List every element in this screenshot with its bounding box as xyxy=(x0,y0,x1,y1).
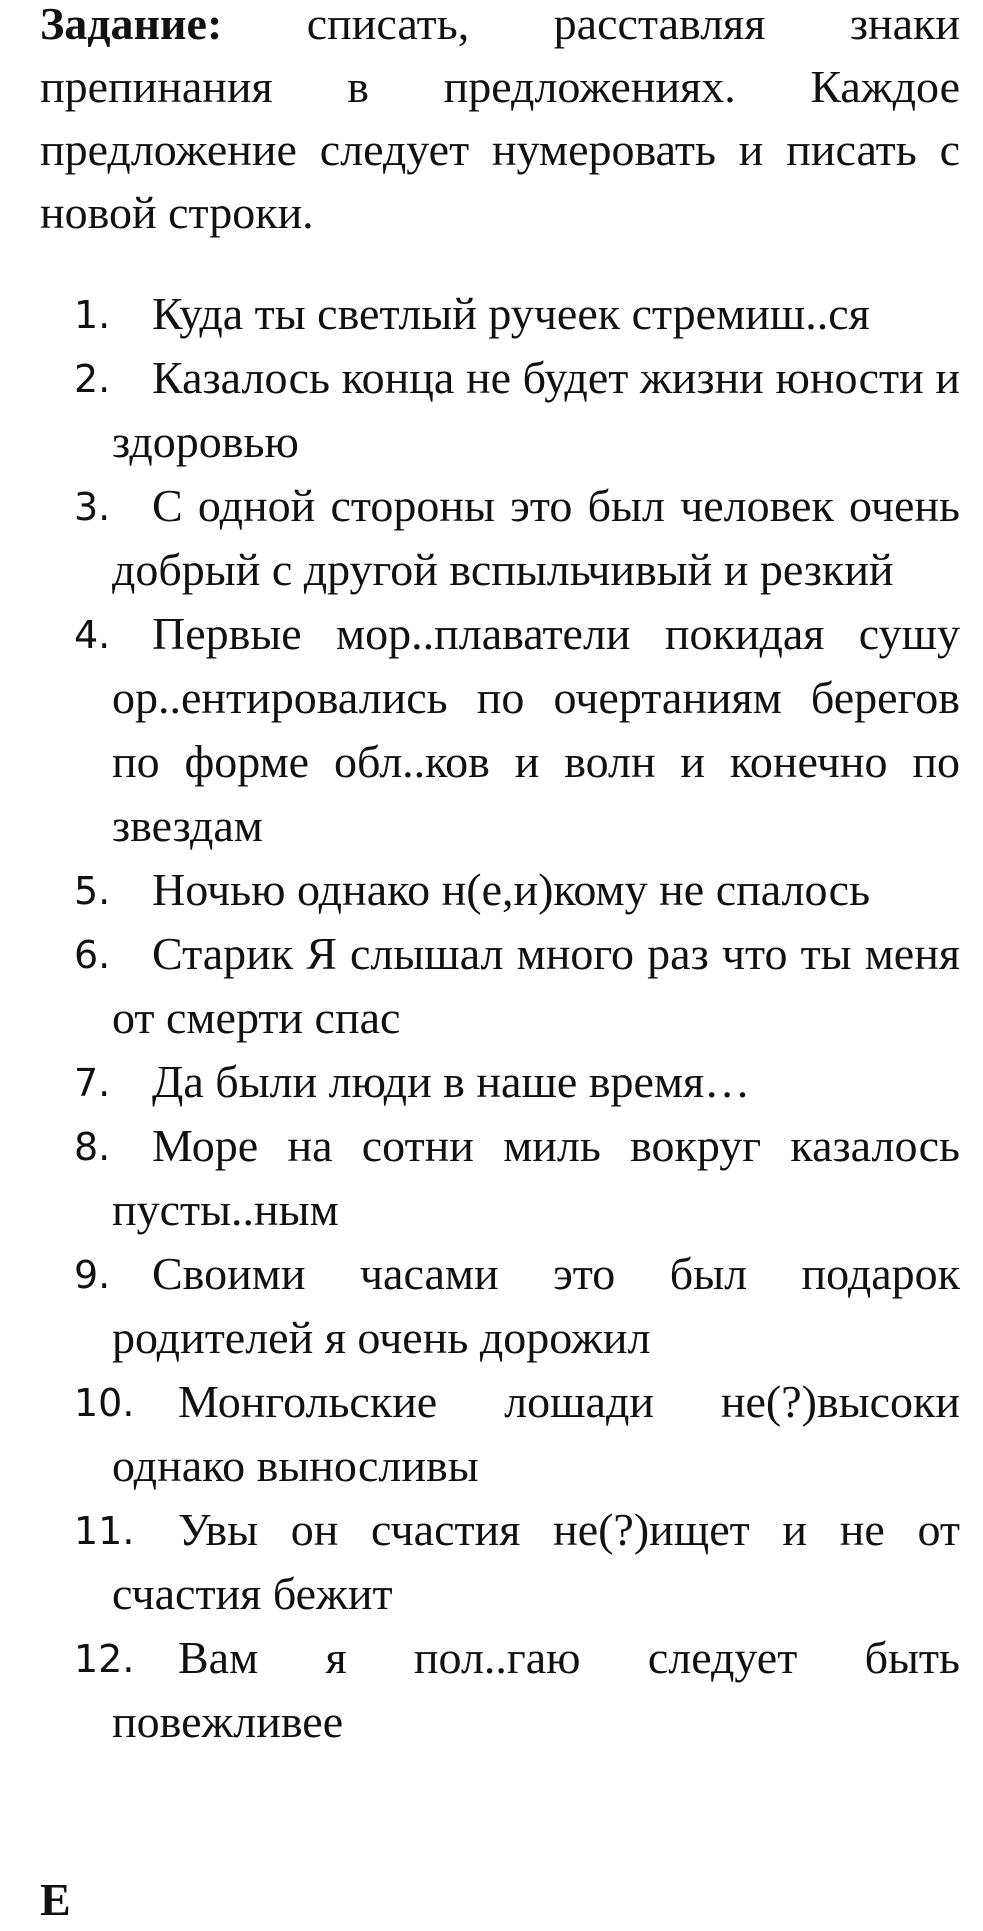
list-item xyxy=(40,1114,960,1242)
task-text: списать, расставляя знаки препинания в предложениях. Каждое предложение следует нумеровать и писать с новой строки. xyxy=(40,0,960,238)
cut-off-heading-fragment: Е xyxy=(40,1874,71,1925)
list-item xyxy=(40,858,960,922)
item-text: Старик Я слышал много раз что ты меня от смерти спас xyxy=(112,928,960,1043)
list-item xyxy=(40,602,960,858)
item-number: 1. xyxy=(74,293,111,337)
item-text: Ночью однако н(е,и)кому не спалось xyxy=(152,864,871,915)
item-text: Казалось конца не будет жизни юности и здоровью xyxy=(112,352,960,467)
list-item xyxy=(40,1626,960,1754)
item-number: 2. xyxy=(74,357,111,401)
item-number: 4. xyxy=(74,613,111,657)
item-number: 12. xyxy=(74,1637,135,1681)
list-item xyxy=(40,282,960,346)
item-text: С одной стороны это был человек очень добрый с другой вспыльчивый и резкий xyxy=(112,480,960,595)
item-number: 5. xyxy=(74,869,111,913)
item-text: Море на сотни миль вокруг казалось пусты..ным xyxy=(112,1120,960,1235)
list-item xyxy=(40,1498,960,1626)
item-text: Вам я пол..гаю следует быть повежливее xyxy=(112,1632,960,1747)
list-item xyxy=(40,346,960,474)
task-instruction xyxy=(40,0,960,244)
list-item xyxy=(40,1242,960,1370)
list-item xyxy=(40,922,960,1050)
item-text: Монгольские лошади не(?)высоки однако выносливы xyxy=(112,1376,960,1491)
item-number: 3. xyxy=(74,485,111,529)
item-number: 9. xyxy=(74,1253,111,1297)
item-number: 7. xyxy=(74,1061,111,1105)
list-item xyxy=(40,1050,960,1114)
item-text: Своими часами это был подарок родителей я очень дорожил xyxy=(112,1248,960,1363)
item-text: Увы он счастия не(?)ищет и не от счастия бежит xyxy=(112,1504,960,1619)
item-number: 11. xyxy=(74,1509,135,1553)
item-number: 6. xyxy=(74,933,111,977)
item-text: Да были люди в наше время… xyxy=(152,1056,751,1107)
list-item xyxy=(40,1370,960,1498)
item-text: Куда ты светлый ручеек стремиш..ся xyxy=(152,288,870,339)
item-text: Первые мор..плаватели покидая сушу ор..ентировались по очертаниям берегов по форме обл..ков и волн и конечно по звездам xyxy=(112,608,960,851)
item-number: 8. xyxy=(74,1125,111,1169)
item-number: 10. xyxy=(74,1381,135,1425)
list-item xyxy=(40,474,960,602)
sentence-list xyxy=(40,282,960,1754)
task-label: Задание: xyxy=(40,0,223,49)
document-page xyxy=(40,0,960,1754)
